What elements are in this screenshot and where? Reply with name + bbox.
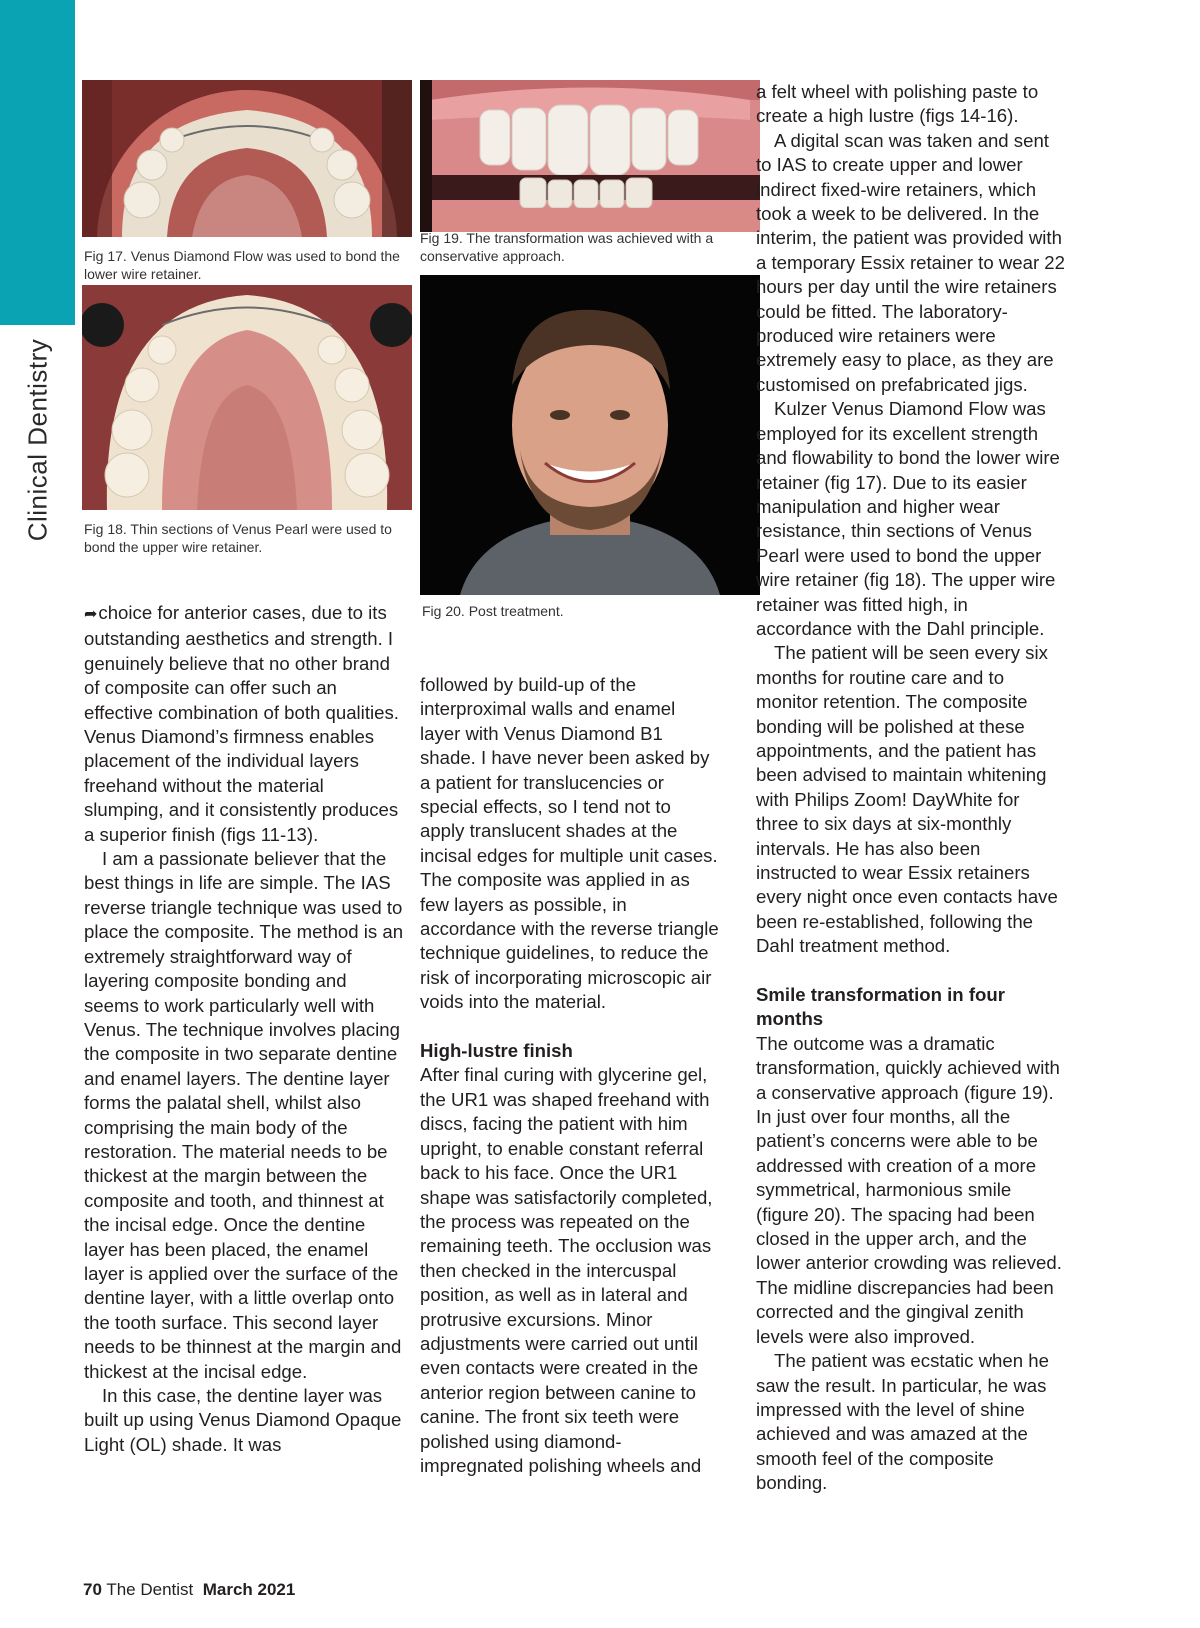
fig18-caption: Fig 18. Thin sections of Venus Pearl were used to bond the upper wire retainer. — [84, 521, 392, 555]
col1-paragraph-3: In this case, the dentine layer was built up using Venus Diamond Opaque Light (OL) shade. It was — [84, 1385, 402, 1455]
col3-paragraph-4: The patient will be seen every six months for routine care and to monitor retention. The composite bonding will be polished at these appointments, and the patient has been advised to maintain whitening with Philips Zoom! DayWhite for three to six days at six-monthly intervals. He has also been instructed to wear Essix retainers every night once even contacts have been re-established, following the Dahl treatment method. — [756, 642, 1058, 957]
fig19-photo — [420, 80, 760, 232]
col3-paragraph-1: a felt wheel with polishing paste to create a high lustre (figs 14-16). — [756, 81, 1039, 127]
page-footer — [83, 1580, 295, 1600]
publication-name: The Dentist — [106, 1580, 194, 1599]
fig20-photo — [420, 275, 760, 595]
issue-date: March 2021 — [202, 1580, 296, 1599]
col1-paragraph-1: ➦choice for anterior cases, due to its outstanding aesthetics and strength. I genuinely believe that no other brand of composite can offer such an effective combination of both qualities. Venus Diamond’s firmness enables placement of the individual layers freehand without the material slumping, and it consistently produces a superior finish (figs 11-13). — [84, 602, 399, 845]
col3-heading: Smile transformation in four months — [756, 984, 1005, 1030]
section-color-tab — [0, 0, 75, 325]
column-1 — [84, 601, 404, 1457]
page-number: 70 — [83, 1580, 102, 1599]
fig19-caption: Fig 19. The transformation was achieved with a conservative approach. — [420, 230, 714, 264]
col3-paragraph-6: The patient was ecstatic when he saw the result. In particular, he was impressed with the level of shine achieved and was amazed at the smooth feel of the composite bonding. — [756, 1350, 1049, 1494]
fig17-caption: Fig 17. Venus Diamond Flow was used to bond the lower wire retainer. — [84, 248, 400, 282]
col2-heading: High-lustre finish — [420, 1040, 573, 1062]
continued-arrow-icon: ➦ — [84, 606, 98, 623]
col2-paragraph-1: followed by build-up of the interproximal walls and enamel layer with Venus Diamond B1 shade. I have never been asked by a patient for translucencies or special effects, so I tend not to apply translucent shades at the incisal edges for multiple unit cases. The composite was applied in as few layers as possible, in accordance with the reverse triangle technique guidelines, to reduce the risk of incorporating microscopic air voids into the material. — [420, 674, 719, 1013]
col2-paragraph-2: After final curing with glycerine gel, the UR1 was shaped freehand with discs, facing the patient with him upright, to enable constant referral back to his face. Once the UR1 shape was satisfactorily completed, the process was repeated on the remaining teeth. The occlusion was then checked in the intercuspal position, as well as in lateral and protrusive excursions. Minor adjustments were carried out until even contacts were created in the anterior region between canine to canine. The front six teeth were polished using diamond-impregnated polishing wheels and — [420, 1064, 713, 1476]
column-2 — [420, 673, 720, 1478]
col3-paragraph-3: Kulzer Venus Diamond Flow was employed for its excellent strength and flowability to bond the lower wire retainer (fig 17). Due to its easier manipulation and higher wear resistance, thin sections of Venus Pearl were used to bond the upper wire retainer (fig 18). The upper wire retainer was fitted high, in accordance with the Dahl principle. — [756, 398, 1060, 639]
fig20-caption: Fig 20. Post treatment. — [422, 603, 564, 619]
col3-paragraph-2: A digital scan was taken and sent to IAS to create upper and lower indirect fixed-wire retainers, which took a week to be delivered. In the interim, the patient was provided with a temporary Essix retainer to wear 22 hours per day until the wire retainers could be fitted. The laboratory-produced wire retainers were extremely easy to place, as they are customised on prefabricated jigs. — [756, 129, 1065, 395]
col1-paragraph-2: I am a passionate believer that the best things in life are simple. The IAS reverse triangle technique was used to place the composite. The method is an extremely straightforward way of layering composite bonding and seems to work particularly well with Venus. The technique involves placing the composite in two separate dentine and enamel layers. The dentine layer forms the palatal shell, whilst also comprising the main body of the restoration. The material needs to be thickest at the margin between the composite and tooth, and thinnest at the incisal edge. Once the dentine layer has been placed, the enamel layer is applied over the surface of the dentine layer, with a little overlap onto the tooth surface. This second layer needs to be thinnest at the margin and thickest at the incisal edge. — [84, 848, 404, 1382]
section-label: Clinical Dentistry — [22, 338, 53, 542]
fig18-photo — [82, 285, 412, 510]
col3-paragraph-5: The outcome was a dramatic transformation, quickly achieved with a conservative approach (figure 19). In just over four months, all the patient’s concerns were able to be addressed with creation of a more symmetrical, harmonious smile (figure 20). The spacing had been closed in the upper arch, and the lower anterior crowding was relieved. The midline discrepancies had been corrected and the gingival zenith levels were also improved. — [756, 1032, 1062, 1347]
column-3 — [756, 80, 1066, 1496]
fig17-photo — [82, 80, 412, 237]
